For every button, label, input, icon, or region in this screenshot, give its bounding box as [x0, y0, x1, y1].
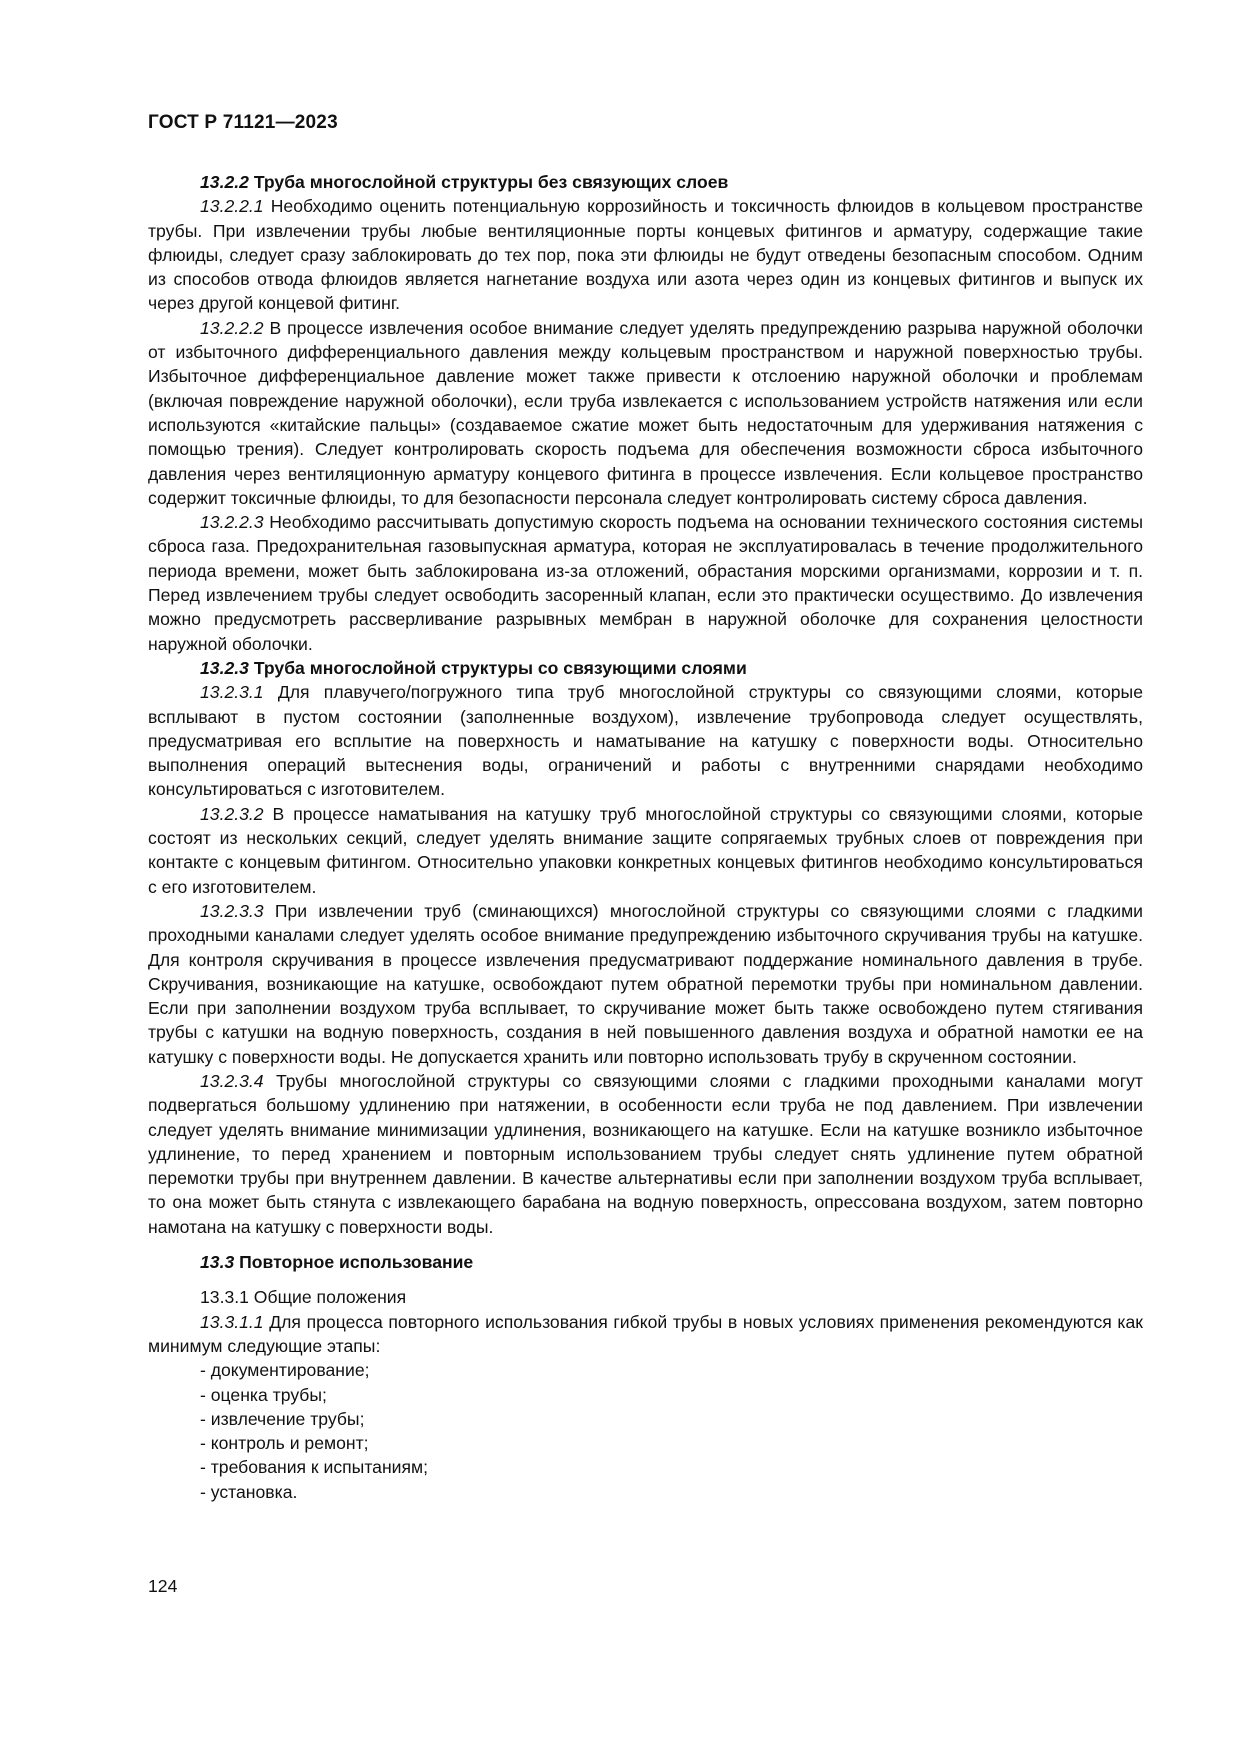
- paragraph-13-2-2-1: [148, 194, 1143, 315]
- section-number: 13.2.2: [200, 172, 249, 192]
- list-item: - документирование;: [200, 1360, 370, 1381]
- section-heading-13-2-2: [148, 170, 1143, 194]
- clause-number: 13.2.3.2: [200, 803, 264, 824]
- section-title: Труба многослойной структуры без связующих слоев: [253, 172, 729, 192]
- clause-text: Необходимо рассчитывать допустимую скорость подъема на основании технического состояния системы сброса газа. Предохранительная газовыпускная арматура, которая не эксплуатировалась в течение продолжительного периода времени, может быть заблокирована из-за отложений, обрастания морскими организмами, коррозии и т. п. Перед извлечением трубы следует освободить засоренный клапан, если это практически осуществимо. До извлечения можно предусмотреть рассверливание разрывных мембран в наружной оболочке для сохранения целостности наружной оболочки.: [148, 512, 1143, 654]
- clause-number: 13.3.1.1: [200, 1311, 264, 1332]
- paragraph-13-3-1-1: [148, 1310, 1143, 1359]
- clause-text: При извлечении труб (сминающихся) многослойной структуры со связующими слоями с гладкими проходными каналами следует уделять особое внимание предупреждению избыточного скручивания трубы на катушке. Для контроля скручивания в процессе извлечения предусматривают поддержание номинального давления в трубе. Скручивания, возникающие на катушке, освобождают путем обратной перемотки трубы при номинальном давлении. Если при заполнении воздухом труба всплывает, то скручивание может быть также освобождено путем стягивания трубы с катушки на водную поверхность, создания в ней повышенного давления воздуха и обратной намотки ее на катушку с поверхности воды. Не допускается хранить или повторно использовать трубу в скрученном состоянии.: [148, 900, 1143, 1067]
- document-body: [148, 170, 1143, 1504]
- clause-text: В процессе наматывания на катушку труб многослойной структуры со связующими слоями, которые состоят из нескольких секций, следует уделять внимание защите сопрягаемых трубных слоев от повреждения при контакте с концевым фитингом. Относительно упаковки конкретных концевых фитингов необходимо консультироваться с его изготовителем.: [148, 803, 1143, 897]
- spacer: [148, 1274, 1143, 1285]
- paragraph-13-2-3-3: [148, 899, 1143, 1069]
- section-title: Повторное использование: [239, 1252, 474, 1273]
- clause-text: Необходимо оценить потенциальную коррозийность и токсичность флюидов в кольцевом пространстве трубы. При извлечении трубы любые вентиляционные порты концевых фитингов и арматуру, содержащие такие флюиды, следует сразу заблокировать до тех пор, пока эти флюиды не будут отведены безопасным способом. Одним из способов отвода флюидов является нагнетание воздуха или азота через один из концевых фитингов и выпуск их через другой концевой фитинг.: [148, 196, 1143, 314]
- clause-text: В процессе извлечения особое внимание следует уделять предупреждению разрыва наружной оболочки от избыточного дифференциального давления между кольцевым пространством и наружной поверхностью трубы. Избыточное дифференциальное давление может также привести к отслоению наружной оболочки и проблемам (включая повреждение наружной оболочки), если труба извлекается с использованием устройств натяжения или если используются «китайские пальцы» (создаваемое сжатие может быть недостаточным для удерживания натяжения с помощью трения). Следует контролировать скорость подъема для обеспечения возможности сброса избыточного давления через вентиляционную арматуру концевого фитинга в процессе извлечения. Если кольцевое пространство содержит токсичные флюиды, то для безопасности персонала следует контролировать систему сброса давления.: [148, 317, 1143, 508]
- paragraph-13-2-2-3: [148, 510, 1143, 656]
- paragraph-13-2-3-4: [148, 1069, 1143, 1239]
- reuse-stages-list: [148, 1358, 1143, 1504]
- section-title: Труба многослойной структуры со связующими слоями: [253, 657, 747, 678]
- section-number: 13.3: [200, 1252, 235, 1273]
- subsection-13-3-1: 13.3.1 Общие положения: [200, 1287, 407, 1308]
- standard-code: ГОСТ Р 71121—2023: [148, 112, 338, 133]
- clause-number: 13.2.2.3: [200, 512, 264, 533]
- clause-number: 13.2.3.3: [200, 900, 264, 921]
- clause-number: 13.2.2.2: [200, 317, 264, 338]
- list-item: - извлечение трубы;: [200, 1408, 365, 1429]
- list-item: - установка.: [200, 1481, 298, 1502]
- clause-text: Трубы многослойной структуры со связующими слоями с гладкими проходными каналами могут подвергаться большому удлинению при натяжении, в особенности если труба не под давлением. При извлечении следует уделять внимание минимизации удлинения, возникающего на катушке. Если на катушке возникло избыточное удлинение, то перед хранением и повторным использованием трубы следует снять удлинение путем обратной перемотки трубы при внутреннем давлении. В качестве альтернативы если при заполнении воздухом труба всплывает, то она может быть стянута с извлекающего барабана на водную поверхность, опрессована воздухом, затем повторно намотана на катушку с поверхности воды.: [148, 1070, 1143, 1237]
- list-item: - требования к испытаниям;: [200, 1457, 429, 1478]
- section-heading-13-3: [148, 1250, 1143, 1274]
- clause-number: 13.2.3.1: [200, 682, 264, 703]
- paragraph-13-2-3-1: [148, 680, 1143, 801]
- clause-text: Для процесса повторного использования гибкой трубы в новых условиях применения рекомендуются как минимум следующие этапы:: [148, 1311, 1143, 1356]
- list-item: - оценка трубы;: [200, 1384, 327, 1405]
- list-item: - контроль и ремонт;: [200, 1433, 369, 1454]
- section-heading-13-2-3: [148, 656, 1143, 680]
- clause-number: 13.2.2.1: [200, 196, 264, 217]
- clause-text: Для плавучего/погружного типа труб многослойной структуры со связующими слоями, которые всплывают в пустом состоянии (заполненные воздухом), извлечение трубопровода следует осуществлять, предусматривая его всплытие на поверхность и наматывание на катушку с поверхности воды. Относительно выполнения операций вытеснения воды, ограничений и работы с внутренними снарядами необходимо консультироваться с изготовителем.: [148, 682, 1143, 800]
- section-number: 13.2.3: [200, 657, 249, 678]
- paragraph-13-2-3-2: [148, 802, 1143, 899]
- spacer: [148, 1239, 1143, 1250]
- paragraph-13-2-2-2: [148, 316, 1143, 510]
- clause-number: 13.2.3.4: [200, 1070, 264, 1091]
- page-number: 124: [148, 1576, 178, 1596]
